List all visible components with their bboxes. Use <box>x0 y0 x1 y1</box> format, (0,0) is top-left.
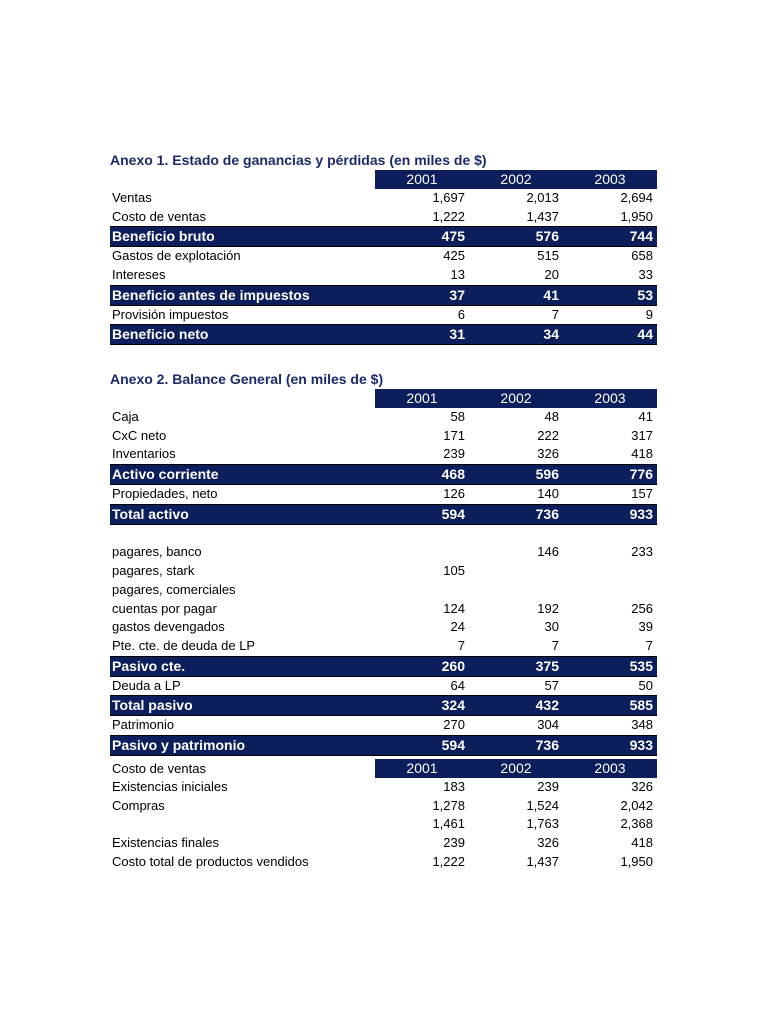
row-value: 1,461 <box>432 816 465 832</box>
anexo-1-table-body <box>110 189 657 345</box>
row-value: 126 <box>443 486 465 502</box>
row-label: Ventas <box>112 190 152 205</box>
row-value <box>375 543 469 562</box>
row-value: 1,437 <box>526 208 559 224</box>
row-label: Activo corriente <box>112 466 219 483</box>
row-label <box>110 815 375 834</box>
year-header: 2002 <box>469 389 563 408</box>
row-value: 7 <box>645 637 653 653</box>
row-value: 2,694 <box>620 190 653 205</box>
table-row <box>110 189 657 208</box>
row-value: 183 <box>443 779 465 794</box>
row-value: 41 <box>543 286 559 303</box>
table-row <box>110 485 657 504</box>
table-row <box>110 677 657 696</box>
row-value <box>469 562 563 581</box>
row-value: 535 <box>629 657 653 674</box>
row-value: 7 <box>551 306 559 322</box>
row-label: Deuda a LP <box>112 677 181 693</box>
row-value: 596 <box>535 466 559 483</box>
row-value: 7 <box>457 637 465 653</box>
row-label: Total activo <box>112 505 189 522</box>
row-value: 515 <box>537 248 559 264</box>
costo-header-label: Costo de ventas <box>112 761 206 776</box>
table-row <box>110 778 657 797</box>
costo-ventas-section <box>110 759 657 871</box>
row-label: Gastos de explotación <box>112 248 241 264</box>
row-value: 13 <box>450 267 465 283</box>
row-value: 432 <box>535 697 559 714</box>
row-value: 744 <box>629 228 653 245</box>
row-value: 233 <box>631 544 653 560</box>
row-value <box>563 562 657 581</box>
row-label: Existencias iniciales <box>112 779 228 794</box>
table-row <box>110 247 657 266</box>
subtotal-row <box>110 324 657 345</box>
row-value: 933 <box>629 736 653 753</box>
anexo-1-title: Anexo 1. Estado de ganancias y pérdidas (en miles de $) <box>110 152 487 168</box>
row-value: 2,368 <box>620 816 653 832</box>
row-value: 304 <box>537 717 559 733</box>
anexo-2-table-body <box>110 408 657 756</box>
row-label: Pasivo y patrimonio <box>112 736 246 753</box>
anexo-1-header-row <box>110 170 657 189</box>
row-value: 124 <box>443 600 465 616</box>
row-label: Caja <box>112 409 139 424</box>
row-label: Costo total de productos vendidos <box>112 853 309 869</box>
table-row <box>110 581 657 600</box>
row-label: cuentas por pagar <box>112 600 217 616</box>
subtotal-row <box>110 504 657 525</box>
row-value: 326 <box>537 835 559 851</box>
subtotal-row <box>110 656 657 677</box>
row-value: 58 <box>450 409 465 424</box>
row-label: Provisión impuestos <box>112 306 229 322</box>
table-row <box>110 853 657 872</box>
subtotal-row <box>110 464 657 485</box>
year-header: 2001 <box>375 170 469 189</box>
row-value: 260 <box>441 657 465 674</box>
row-value: 1,763 <box>526 816 559 832</box>
row-value: 1,524 <box>526 797 559 813</box>
anexo-2-title: Anexo 2. Balance General (en miles de $) <box>110 371 384 387</box>
row-value: 30 <box>544 619 559 635</box>
anexo-2-section <box>110 370 657 756</box>
row-value: 239 <box>537 779 559 794</box>
row-value: 1,950 <box>620 853 653 869</box>
year-header: 2003 <box>563 389 657 408</box>
row-value: 44 <box>637 326 653 343</box>
table-row <box>110 408 657 427</box>
row-value: 776 <box>629 466 653 483</box>
year-header: 2001 <box>375 389 469 408</box>
row-value: 222 <box>537 427 559 443</box>
row-label: pagares, stark <box>112 563 195 579</box>
row-value: 658 <box>631 248 653 264</box>
row-value: 594 <box>441 505 465 522</box>
subtotal-row <box>110 735 657 756</box>
row-value: 57 <box>544 677 559 693</box>
row-value: 1,437 <box>526 853 559 869</box>
row-label: Pasivo cte. <box>112 657 186 674</box>
row-value: 736 <box>535 736 559 753</box>
row-value: 7 <box>551 637 559 653</box>
row-value: 105 <box>443 563 465 579</box>
row-value <box>469 581 563 600</box>
row-label: Beneficio neto <box>112 326 209 343</box>
year-header: 2001 <box>375 759 469 778</box>
table-row <box>110 266 657 285</box>
row-value: 192 <box>537 600 559 616</box>
row-value: 270 <box>443 717 465 733</box>
row-value: 64 <box>450 677 465 693</box>
anexo-2-header-row <box>110 389 657 408</box>
table-row <box>110 562 657 581</box>
table-row <box>110 618 657 637</box>
row-value: 736 <box>535 505 559 522</box>
row-value: 171 <box>443 427 465 443</box>
row-value: 48 <box>544 409 559 424</box>
row-value: 31 <box>449 326 465 343</box>
table-row <box>110 797 657 816</box>
row-value: 2,042 <box>620 797 653 813</box>
table-row <box>110 427 657 446</box>
row-value: 37 <box>449 286 465 303</box>
table-row <box>110 306 657 325</box>
row-value: 239 <box>443 835 465 851</box>
table-row <box>110 543 657 562</box>
table-row <box>110 600 657 619</box>
row-value: 348 <box>631 717 653 733</box>
row-value: 20 <box>544 267 559 283</box>
row-value: 140 <box>537 486 559 502</box>
row-value: 39 <box>638 619 653 635</box>
row-value: 594 <box>441 736 465 753</box>
row-value: 256 <box>631 600 653 616</box>
row-value: 324 <box>441 697 465 714</box>
row-value: 1,697 <box>432 190 465 205</box>
anexo-1-section <box>110 151 657 345</box>
row-value: 157 <box>631 486 653 502</box>
row-label: pagares, comerciales <box>112 581 236 597</box>
spacer-row <box>110 525 657 544</box>
row-label: Existencias finales <box>112 835 219 851</box>
row-value: 475 <box>441 228 465 245</box>
row-value: 576 <box>535 228 559 245</box>
row-label: gastos devengados <box>112 619 225 635</box>
row-label: Propiedades, neto <box>112 486 218 502</box>
costo-table-body <box>110 778 657 871</box>
row-value: 375 <box>535 657 559 674</box>
row-value: 1,222 <box>432 208 465 224</box>
row-label: pagares, banco <box>112 544 202 560</box>
row-label: CxC neto <box>112 427 167 443</box>
row-value: 1,222 <box>432 853 465 869</box>
row-value: 317 <box>631 427 653 443</box>
row-label: Costo de ventas <box>112 208 206 224</box>
table-row <box>110 637 657 656</box>
row-label: Beneficio antes de impuestos <box>112 286 310 303</box>
row-value: 326 <box>537 446 559 462</box>
row-value: 9 <box>645 306 653 322</box>
row-value: 6 <box>457 306 465 322</box>
row-label: Inventarios <box>112 446 176 462</box>
costo-header-row <box>110 759 657 778</box>
year-header: 2003 <box>563 759 657 778</box>
row-value: 585 <box>629 697 653 714</box>
row-value: 933 <box>629 505 653 522</box>
subtotal-row <box>110 695 657 716</box>
row-value: 50 <box>638 677 653 693</box>
year-header: 2002 <box>469 759 563 778</box>
row-value: 418 <box>631 835 653 851</box>
year-header: 2002 <box>469 170 563 189</box>
row-value: 146 <box>537 544 559 560</box>
table-row <box>110 815 657 834</box>
row-value: 425 <box>443 248 465 264</box>
row-label: Compras <box>112 797 165 813</box>
table-row <box>110 208 657 227</box>
header-blank <box>110 170 375 189</box>
row-value <box>375 581 469 600</box>
row-value: 468 <box>441 466 465 483</box>
row-label: Total pasivo <box>112 697 193 714</box>
subtotal-row <box>110 285 657 306</box>
header-blank <box>110 389 375 408</box>
row-label: Patrimonio <box>112 717 175 733</box>
row-value: 33 <box>638 267 653 283</box>
row-label: Pte. cte. de deuda de LP <box>112 637 256 653</box>
subtotal-row <box>110 226 657 247</box>
row-value: 1,950 <box>620 208 653 224</box>
year-header: 2003 <box>563 170 657 189</box>
row-value <box>563 581 657 600</box>
row-value: 24 <box>450 619 465 635</box>
row-value: 34 <box>543 326 559 343</box>
row-value: 41 <box>638 409 653 424</box>
row-value: 326 <box>631 779 653 794</box>
row-value: 418 <box>631 446 653 462</box>
table-row <box>110 834 657 853</box>
row-value: 2,013 <box>526 190 559 205</box>
row-label: Intereses <box>112 267 166 283</box>
row-value: 239 <box>443 446 465 462</box>
table-row <box>110 716 657 735</box>
row-value: 53 <box>637 286 653 303</box>
table-row <box>110 445 657 464</box>
row-value: 1,278 <box>432 797 465 813</box>
row-label: Beneficio bruto <box>112 228 215 245</box>
